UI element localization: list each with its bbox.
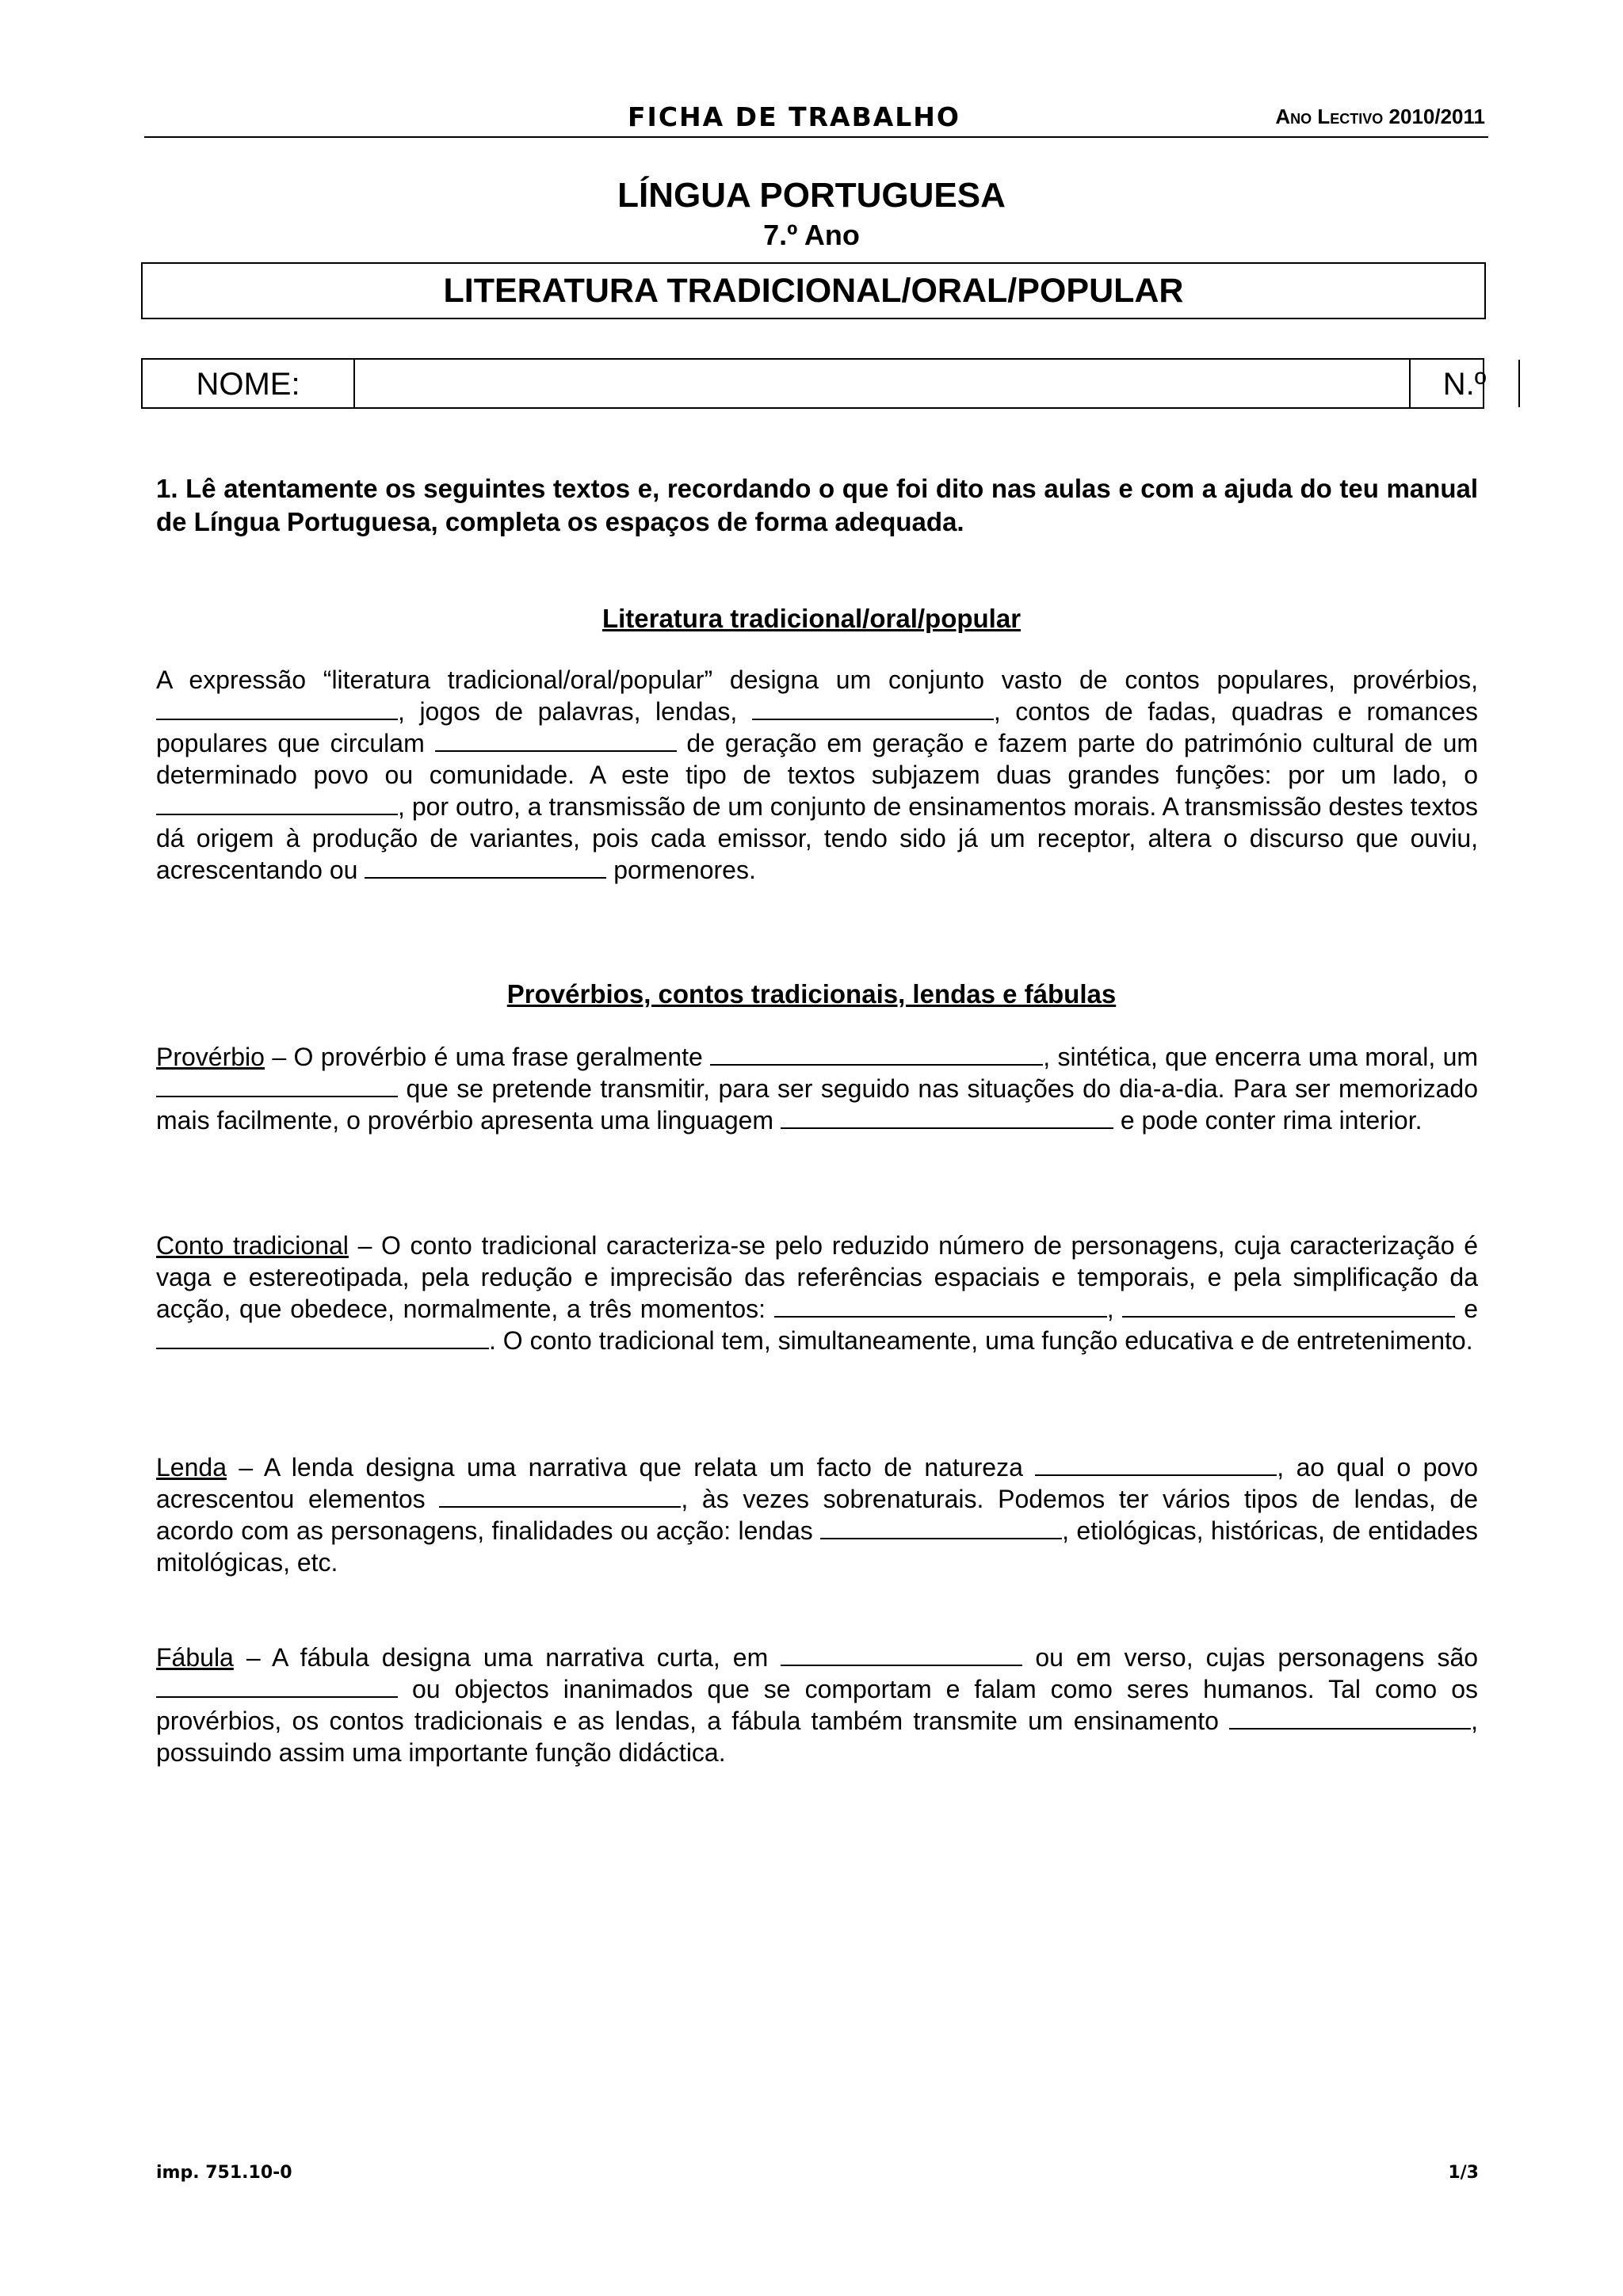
blank-field[interactable] (156, 696, 398, 720)
blank-field[interactable] (156, 1674, 398, 1698)
blank-field[interactable] (1035, 1452, 1277, 1476)
blank-field[interactable] (156, 791, 398, 815)
paragraph-literatura (156, 664, 1478, 886)
blank-field[interactable] (774, 1294, 1107, 1318)
term-conto: Conto tradicional (156, 1231, 349, 1260)
worksheet-header (144, 97, 1488, 138)
text-segment: ou em verso, cujas personagens são (1035, 1643, 1479, 1672)
grade-title: 7.º Ano (763, 219, 860, 251)
term-lenda: Lenda (156, 1453, 227, 1482)
blank-field[interactable] (820, 1516, 1062, 1539)
text-segment: , (1106, 1295, 1114, 1323)
school-year-value: 2010/2011 (1388, 105, 1485, 128)
term-fabula: Fábula (156, 1643, 234, 1672)
exercise-instruction: 1. Lê atentamente os seguintes textos e, recordando o que foi dito nas aulas e com a ajuda do teu manual de Língua Portuguesa, completa os espaços de forma adequada. (156, 474, 1478, 536)
text-segment: que se pretende transmitir, para ser seguido nas situações do dia-a-dia. Para ser memorizado mais facilmente, o provérbio apresenta uma linguagem (156, 1074, 1479, 1135)
text-segment: , ao qual o povo acrescentou elementos (156, 1453, 1479, 1513)
blank-field[interactable] (1229, 1706, 1471, 1730)
text-segment: A expressão “literatura tradicional/oral/popular” designa um conjunto vasto de contos populares, provérbios, (156, 666, 1478, 694)
blank-field[interactable] (710, 1042, 1043, 1066)
blank-field[interactable] (365, 855, 606, 879)
text-segment: pormenores. (613, 856, 756, 884)
text-segment: , por outro, a transmissão de um conjunto de ensinamentos morais. A transmissão destes textos dá origem à produção de variantes, pois cada emissor, tendo sido já um receptor, altera o discurso que ouviu, acrescentando ou (156, 792, 1478, 884)
blank-field[interactable] (781, 1642, 1022, 1666)
text-segment: – O provérbio é uma frase geralmente (272, 1043, 703, 1071)
text-segment: – O conto tradicional caracteriza-se pelo reduzido número de personagens, cuja caracterização é vaga e estereotipada, pela redução e imprecisão das referências espaciais e temporais, e pela simplificação da acção, que obedece, normalmente, a três momentos: (156, 1231, 1479, 1323)
blank-field[interactable] (1122, 1294, 1455, 1318)
paragraph-proverbio (156, 1041, 1478, 1136)
number-field[interactable] (1520, 360, 1623, 407)
subject-title: LÍNGUA PORTUGUESA (617, 176, 1006, 215)
blank-field[interactable] (752, 696, 994, 720)
text-segment: . O conto tradicional tem, simultaneamente, uma função educativa e de entretenimento. (489, 1326, 1473, 1355)
paragraph-fabula (156, 1642, 1478, 1768)
paragraph-lenda (156, 1451, 1478, 1578)
name-field[interactable] (355, 360, 1411, 407)
school-year (1275, 105, 1485, 129)
student-info-table (141, 358, 1487, 409)
text-segment: , às vezes sobrenaturais. Podemos ter vários tipos de lendas, de acordo com as personagens, finalidades ou acção: lendas (156, 1485, 1479, 1545)
blank-field[interactable] (439, 1484, 681, 1508)
text-segment: , contos de fadas, quadras e romances populares que circulam (156, 697, 1479, 757)
number-label: N.º (1411, 360, 1520, 407)
blank-field[interactable] (156, 1325, 489, 1349)
topic-title-box: LITERATURA TRADICIONAL/ORAL/POPULAR (141, 262, 1486, 319)
school-year-label: Ano Lectivo (1275, 105, 1384, 128)
section-title-literatura: Literatura tradicional/oral/popular (601, 604, 1022, 633)
text-segment: , sintética, que encerra uma moral, um (1043, 1043, 1479, 1071)
text-segment: ou objectos inanimados que se comportam e falam como seres humanos. Tal como os provérbios, os contos tradicionais e as lendas, a fábula também transmite um ensinamento (156, 1675, 1479, 1735)
text-segment: e (1464, 1295, 1479, 1323)
blank-field[interactable] (156, 1074, 398, 1097)
text-segment: – A lenda designa uma narrativa que relata um facto de natureza (239, 1453, 1023, 1482)
paragraph-conto (156, 1230, 1478, 1356)
blank-field[interactable] (435, 728, 677, 752)
text-segment: , etiológicas, históricas, de entidades mitológicas, etc. (156, 1516, 1479, 1577)
name-label: NOME: (143, 360, 355, 407)
blank-field[interactable] (781, 1105, 1113, 1129)
form-code: imp. 751.10-0 (156, 2163, 292, 2183)
header-title: FICHA DE TRABALHO (628, 101, 960, 132)
term-proverbio: Provérbio (156, 1043, 265, 1071)
text-segment: e pode conter rima interior. (1120, 1106, 1423, 1135)
text-segment: , jogos de palavras, lendas, (398, 697, 738, 726)
section-title-proverbios: Provérbios, contos tradicionais, lendas e fábulas (506, 979, 1117, 1009)
text-segment: de geração em geração e fazem parte do património cultural de um determinado povo ou comunidade. A este tipo de textos subjazem duas grandes funções: por um lado, o (156, 729, 1479, 789)
text-segment: – A fábula designa uma narrativa curta, em (246, 1643, 769, 1672)
page-number: 1/3 (1448, 2163, 1479, 2183)
text-segment: , possuindo assim uma importante função didáctica. (156, 1707, 1478, 1767)
